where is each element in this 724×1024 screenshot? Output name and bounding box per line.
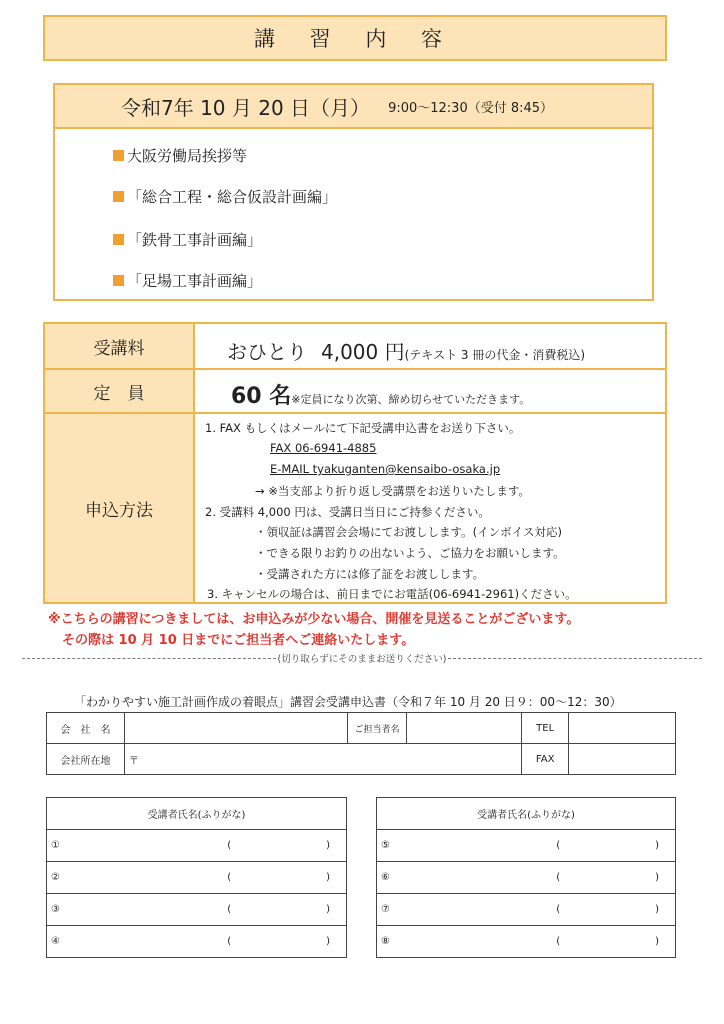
fee-value: おひとり 4,000 円 (テキスト 3 冊の代金・消費税込) <box>227 340 586 364</box>
info-table <box>43 322 667 604</box>
participant-row[interactable]: ⑤ ( ) <box>377 830 676 862</box>
company-name-field[interactable] <box>124 713 347 744</box>
bullet-square-icon <box>113 191 124 202</box>
company-name-label: 会 社 名 <box>47 713 125 744</box>
participants-header: 受講者氏名(ふりがな) <box>47 798 347 830</box>
schedule-time: 9:00～12:30（受付 8:45） <box>388 100 554 116</box>
method-line: ・領収証は講習会会場にてお渡しします。(インボイス対応) <box>255 525 562 539</box>
capacity-value: 60 名 ※定員になり次第、締め切らせていただきます。 <box>231 384 531 409</box>
postal-mark: 〒 <box>128 755 139 767</box>
fax-field[interactable] <box>569 744 676 775</box>
participants-header: 受講者氏名(ふりがな) <box>377 798 676 830</box>
topic-item: 「足場工事計画編」 <box>113 270 262 291</box>
method-line: 1. FAX もしくはメールにて下記受講申込書をお送り下さい。 <box>205 421 521 435</box>
participant-row[interactable]: ⑥ ( ) <box>377 862 676 894</box>
page-title: 講 習 内 容 <box>43 15 667 61</box>
method-line: → ※当支部より折り返し受講票をお送りいたします。 <box>255 484 531 498</box>
participant-row[interactable]: ⑦ ( ) <box>377 894 676 926</box>
method-line: 3. キャンセルの場合は、前日までにお電話(06-6941-2961)ください。 <box>207 587 577 601</box>
bullet-square-icon <box>113 275 124 286</box>
fee-label: 受講料 <box>45 324 195 368</box>
method-line: ・受講された方には修了証をお渡しします。 <box>255 567 485 581</box>
topic-item: 「鉄骨工事計画編」 <box>113 229 262 250</box>
form-title: 「わかりやすい施工計画作成の着眼点」講習会受講申込書（令和７年 10 月 20 日９：00～12：30） <box>74 695 622 709</box>
method-label: 申込方法 <box>45 414 195 602</box>
topic-item: 大阪労働局挨拶等 <box>113 145 247 166</box>
participant-row[interactable]: ⑧ ( ) <box>377 926 676 958</box>
warning-line-1: ※こちらの講習につきましては、お申込みが少ない場合、開催を見送ることがございます。 <box>48 612 580 627</box>
method-line: 2. 受講料 4,000 円は、受講日当日にご持参ください。 <box>205 505 490 519</box>
company-table <box>46 712 676 775</box>
capacity-label: 定 員 <box>45 370 195 412</box>
contact-label: ご担当者名 <box>347 713 407 744</box>
schedule-header <box>55 85 652 129</box>
participant-row[interactable]: ② ( ) <box>47 862 347 894</box>
warning-line-2: その際は 10 月 10 日までにご担当者へご連絡いたします。 <box>62 633 415 648</box>
cut-line: (切り取らずにそのままお送りください) <box>22 651 702 665</box>
address-field[interactable] <box>124 744 521 775</box>
bullet-square-icon <box>113 150 124 161</box>
participants-table-left <box>46 797 347 958</box>
participant-row[interactable]: ③ ( ) <box>47 894 347 926</box>
address-label: 会社所在地 <box>47 744 125 775</box>
tel-label: TEL <box>522 713 569 744</box>
participant-row[interactable]: ④ ( ) <box>47 926 347 958</box>
fax-label: FAX <box>522 744 569 775</box>
tel-field[interactable] <box>569 713 676 744</box>
schedule-date: 令和7年 10 月 20 日（月） <box>121 95 371 120</box>
bullet-square-icon <box>113 234 124 245</box>
participant-row[interactable]: ① ( ) <box>47 830 347 862</box>
participants-table-right <box>376 797 676 958</box>
email-address: E-MAIL tyakuganten@kensaibo-osaka.jp <box>270 462 501 476</box>
method-line: ・できる限りお釣りの出ないよう、ご協力をお願いします。 <box>255 546 565 560</box>
contact-field[interactable] <box>407 713 522 744</box>
fax-number: FAX 06-6941-4885 <box>270 441 377 455</box>
topic-item: 「総合工程・総合仮設計画編」 <box>113 186 337 207</box>
schedule-box <box>53 83 654 301</box>
